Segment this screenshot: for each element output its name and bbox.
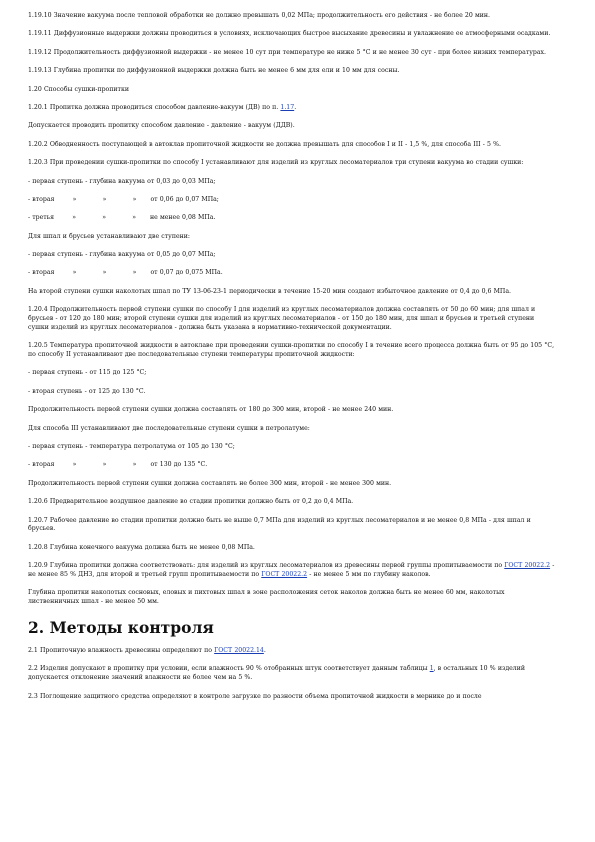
paragraph-text: 1.20.6 Предварительное воздушное давление во стадии пропитки должно быть от 0,2 до 0,4 МПа.	[28, 498, 354, 506]
paragraph	[28, 159, 555, 168]
paragraph-text: 1.20.1 Пропитка должна проводиться способом давление-вакуум (ДВ) по п.	[28, 103, 281, 111]
paragraph-text: 1.19.13 Глубина пропитки по диффузионной выдержки должна быть не менее 6 мм для ели и 10 мм для сосны.	[28, 67, 400, 75]
paragraph	[28, 122, 555, 131]
paragraph	[28, 517, 555, 535]
paragraph-text: 1.20 Способы сушки-пропитки	[28, 85, 129, 93]
paragraph-text: Для шпал и брусьев устанавливают две ступени:	[28, 232, 190, 240]
paragraph	[28, 288, 555, 297]
paragraph-text: - первая ступень - глубина вакуума от 0,05 до 0,07 МПа;	[28, 251, 216, 259]
paragraph-text: - третья	[28, 214, 54, 222]
paragraph-text: 1.19.12 Продолжительность диффузионной выдержки - не менее 10 сут при температуре не ниже 5 °С и не менее 30 сут - при более низких температурах.	[28, 48, 547, 56]
paragraph	[28, 251, 555, 260]
paragraph-text: 1.20.8 Глубина конечного вакуума должна быть не менее 0,08 МПа.	[28, 543, 255, 551]
paragraph-text: - первая ступень - глубина вакуума от 0,03 до 0,03 МПа;	[28, 177, 216, 185]
paragraph-text: 1.19.10 Значение вакуума после тепловой обработки не должно превышать 0,02 МПа; продолжительность его действия - не более 20 мин.	[28, 12, 490, 19]
ditto-mark: »	[72, 461, 77, 469]
paragraph-text: 1.20.3 При проведении сушки-пропитки по способу I устанавливают для изделий из круглых лесоматериалов три ступени вакуума во стадии сушки:	[28, 159, 524, 167]
paragraph	[28, 104, 555, 113]
paragraph	[28, 196, 555, 205]
paragraph	[28, 589, 555, 607]
paragraph	[28, 544, 555, 553]
doc-link[interactable]: ГОСТ 20022.2	[261, 570, 308, 578]
ditto-mark: »	[132, 214, 136, 222]
section-2-body	[28, 647, 555, 701]
paragraph-text: 1.19.11 Диффузионные выдержки должны проводиться в условиях, исключающих быстрое высыхание древесины и увлажнение ее атмосферными осадками.	[28, 30, 551, 38]
doc-link[interactable]: ГОСТ 20022.14	[214, 646, 264, 654]
paragraph-text-after-link: - не менее 85 % ДНЗ, для второй и третьей групп пропитываемости по	[28, 562, 555, 578]
paragraph-tail: от 130 до 135 °С.	[150, 461, 208, 469]
paragraph-text: 2.3 Поглощение защитного средства определяют в контроле загрузке по разности объема пропиточной жидкости в мернике до и после	[28, 692, 482, 700]
paragraph-tail: не менее 0,08 МПа.	[150, 214, 216, 222]
paragraph	[28, 461, 555, 470]
paragraph-text: На второй ступени сушки наколотых шпал по ТУ 13-06-23-1 периодически в течение 15-20 мин создают избыточное давление от 0,4 до 0,6 МПа.	[28, 287, 511, 295]
ditto-mark: »	[102, 195, 107, 203]
paragraph-text: Допускается проводить пропитку способом давление - давление - вакуум (ДДВ).	[28, 122, 295, 130]
paragraph-tail: от 0,06 до 0,07 МПа;	[150, 195, 219, 203]
paragraph-text: - вторая	[28, 461, 55, 469]
paragraph	[28, 269, 555, 278]
paragraph-text-after-link: .	[263, 646, 266, 654]
paragraph	[28, 214, 555, 223]
paragraph	[28, 406, 555, 415]
paragraph-tail: от 0,07 до 0,075 МПа.	[150, 269, 223, 277]
paragraph	[28, 306, 555, 332]
paragraph-text: 1.20.4 Продолжительность первой ступени сушки по способу I для изделий из круглых лесоматериалов должна составлять от 50 до 60 мин; для шпал и брусьев - от 120 до 180 мин; второй ступени сушки для изделий из круглых лесоматериалов - от 150 до 180 мин, для шпал и брусьев и третьей ступени сушки изделий из круглых лесоматериалов - должна быть указана в нормативно-технической документации.	[28, 306, 536, 331]
ditto-mark: »	[72, 214, 76, 222]
paragraph-text: Для способа III устанавливают две последовательные ступени сушки в петролатуме:	[28, 424, 310, 432]
paragraph	[28, 665, 555, 683]
paragraph-text: Продолжительность первой ступени сушки должна составлять от 180 до 300 мин, второй - не менее 240 мин.	[28, 406, 394, 414]
paragraph-text: 2.2 Изделия допускают в пропитку при условии, если влажность 90 % отобранных штук соответствует данным таблицы	[28, 665, 430, 673]
ditto-mark: »	[132, 195, 137, 203]
paragraph-text: - первая ступень - температура петролатума от 105 до 130 °С;	[28, 442, 235, 450]
paragraph-text-after-link: - не менее 5 мм по глубину наколов.	[307, 570, 431, 578]
paragraph	[28, 342, 555, 360]
paragraph	[28, 67, 555, 76]
paragraph-text: - вторая	[28, 269, 55, 277]
paragraph	[28, 480, 555, 489]
paragraph	[28, 369, 555, 378]
paragraph	[28, 49, 555, 58]
paragraph	[28, 141, 555, 150]
ditto-mark: »	[102, 214, 106, 222]
paragraph	[28, 562, 555, 580]
paragraph-text: 1.20.9 Глубина пропитки должна соответствовать: для изделий из круглых лесоматериалов из древесины первой группы пропитываемости по	[28, 562, 505, 570]
paragraph	[28, 498, 555, 507]
ditto-mark: »	[72, 269, 77, 277]
doc-link[interactable]: ГОСТ 20022.2	[504, 562, 551, 570]
ditto-mark: »	[132, 269, 137, 277]
section-heading: 2. Методы контроля	[28, 617, 214, 637]
paragraph	[28, 647, 555, 656]
paragraph-text-after-link: , в остальных 10 % изделий допускается отклонение значений влажности не более чем на 5 %.	[28, 665, 525, 682]
paragraph-text: Глубина пропитки наколотых сосновых, еловых и пихтовых шпал в зоне расположения сеток наколов должна быть не менее 60 мм, наколотых лиственничных шпал - не менее 50 мм.	[28, 589, 505, 606]
doc-link[interactable]: 1.17	[280, 103, 295, 111]
paragraph-text: 1.20.5 Температура пропиточной жидкости в автоклаве при проведении сушки-пропитки по способу I в течение всего процесса должна быть от 95 до 105 °С, по способу II устанавливают две последовательные ступени температуры пропиточной жидкости:	[28, 342, 555, 359]
paragraph	[28, 233, 555, 242]
paragraph	[28, 693, 555, 702]
paragraph	[28, 425, 555, 434]
ditto-mark: »	[102, 269, 107, 277]
paragraph	[28, 388, 555, 397]
paragraph-text: - вторая ступень - от 125 до 130 °С.	[28, 387, 146, 395]
ditto-mark: »	[132, 461, 137, 469]
paragraph-text: 1.20.2 Обводненность поступающей в автоклав пропиточной жидкости не должна превышать для способов I и II - 1,5 %, для способа III - 5 %.	[28, 140, 501, 148]
paragraph	[28, 443, 555, 452]
paragraph	[28, 86, 555, 95]
doc-link[interactable]: 1	[429, 665, 434, 673]
paragraph-text: Продолжительность первой ступени сушки должна составлять не более 300 мин, второй - не менее 300 мин.	[28, 479, 392, 487]
ditto-mark: »	[102, 461, 107, 469]
paragraph-text-after-link: .	[294, 103, 297, 111]
paragraph-text: - первая ступень - от 115 до 125 °С;	[28, 369, 147, 377]
paragraph	[28, 12, 555, 21]
paragraph	[28, 178, 555, 187]
section-1-body	[28, 12, 555, 607]
paragraph	[28, 30, 555, 39]
paragraph-text: 2.1 Пропиточную влажность древесины определяют по	[28, 646, 215, 654]
ditto-mark: »	[72, 195, 77, 203]
paragraph-text: 1.20.7 Рабочее давление во стадии пропитки должно быть не выше 0,7 МПа для изделий из круглых лесоматериалов и не менее 0,8 МПа - для шпал и брусьев.	[28, 516, 531, 533]
paragraph-text: - вторая	[28, 195, 55, 203]
